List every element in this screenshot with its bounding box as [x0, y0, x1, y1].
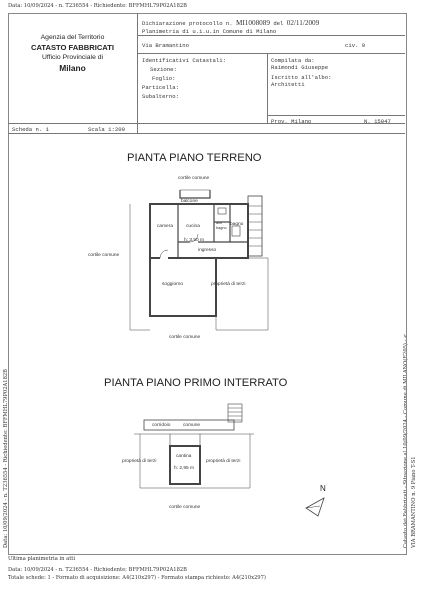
planimetry-line: Planimetria di u.i.u.in Comune di Milano	[142, 28, 277, 35]
label-balcone: balcone	[181, 199, 198, 204]
scheda: Scheda n. 1	[12, 126, 49, 133]
agency-catasto: CATASTO FABBRICATI	[31, 43, 114, 52]
compiled-name: Raimondi Giuseppe	[271, 64, 329, 71]
label-antibagno: anti bagno	[216, 221, 227, 230]
header-info: Data: 10/09/2024 - n. T236554 - Richiedente: BFFMHL79P02A182B	[8, 3, 187, 9]
footer-ultima: Ultima planimetria in atti	[8, 556, 76, 562]
address: Via Bramantino	[142, 42, 189, 49]
agency-city: Milano	[59, 63, 86, 73]
albo-label: Iscritto all'albo:	[271, 74, 332, 81]
side-left-info: Data: 10/09/2024 - n. T236554 - Richiedente: BFFMHL79P02A182B	[3, 369, 9, 548]
label-terzi-left: proprietà di terzi	[122, 459, 157, 464]
ground-floor-plan	[120, 180, 280, 340]
label-terzi-1: proprietà di terzi	[211, 282, 246, 287]
compiled-label: Compilata da:	[271, 57, 315, 64]
agency-name: Agenzia del Territorio	[40, 34, 105, 41]
floor1-title: PIANTA PIANO TERRENO	[127, 152, 262, 164]
label-terzi-right: proprietà di terzi	[206, 459, 241, 464]
north-label: N	[320, 484, 326, 493]
basement-plan	[130, 400, 270, 500]
identifiers-title: Identificativi Catastali:	[142, 57, 226, 64]
label-ingresso: ingresso	[198, 248, 217, 253]
civic-number: civ. 9	[345, 42, 366, 49]
label-cantina: cantina	[176, 454, 192, 459]
footer-line1: Data: 10/09/2024 - n. T236554 - Richiedente: BFFMHL79P02A182B	[8, 567, 187, 573]
label-height-2: h: 2,95 m	[174, 466, 194, 471]
agency-block	[8, 33, 137, 73]
floor2-title: PIANTA PIANO PRIMO INTERRATO	[104, 377, 288, 389]
side-right-info-2: VIA BRAMANTINO n. 9 Piano T-S1	[411, 456, 417, 548]
label-cortile-bottom: cortile comune	[169, 335, 201, 340]
id-sezione: Sezione:	[150, 66, 177, 73]
province: Prov. Milano	[271, 118, 312, 125]
agency-office: Ufficio Provinciale di	[41, 54, 104, 61]
id-particella: Particella:	[142, 84, 179, 91]
north-arrow-icon	[300, 494, 330, 524]
footer-line2: Totale schede: 1 - Formato di acquisizione: A4(210x297) - Formato stampa richiesto: A4(210x297)	[8, 575, 266, 581]
declaration-date: 02/11/2009	[286, 19, 320, 27]
id-foglio: Foglio:	[152, 75, 176, 82]
declaration-number: MI1008089	[236, 19, 270, 27]
label-corridoio: corridoio	[152, 423, 171, 428]
declaration-del: del	[273, 20, 284, 27]
label-cortile-top: cortile comune	[178, 176, 210, 181]
label-comune: comune	[183, 423, 201, 428]
scala: Scala 1:200	[88, 126, 125, 133]
label-cortile-left: cortile comune	[88, 253, 120, 258]
declaration-line	[142, 19, 319, 27]
side-right-info-1: Catasto dei Fabbricati - Situazione al 10/09/2024 - Comune di MILANO(F205) - <	[403, 333, 409, 548]
label-height-1: h: 3,50 m	[184, 238, 204, 243]
declaration-prefix: Dichiarazione protocollo n.	[142, 20, 233, 27]
label-camera: camera	[157, 224, 173, 229]
registration-number: N. 15047	[364, 118, 391, 125]
label-soggiorno: soggiorno	[162, 282, 184, 287]
label-cortile-2: cortile comune	[169, 505, 201, 510]
id-subalterno: Subalterno:	[142, 93, 179, 100]
albo-value: Architetti	[271, 81, 305, 88]
label-cucina: cucina	[186, 224, 200, 229]
label-bagno: bagno	[230, 222, 244, 227]
